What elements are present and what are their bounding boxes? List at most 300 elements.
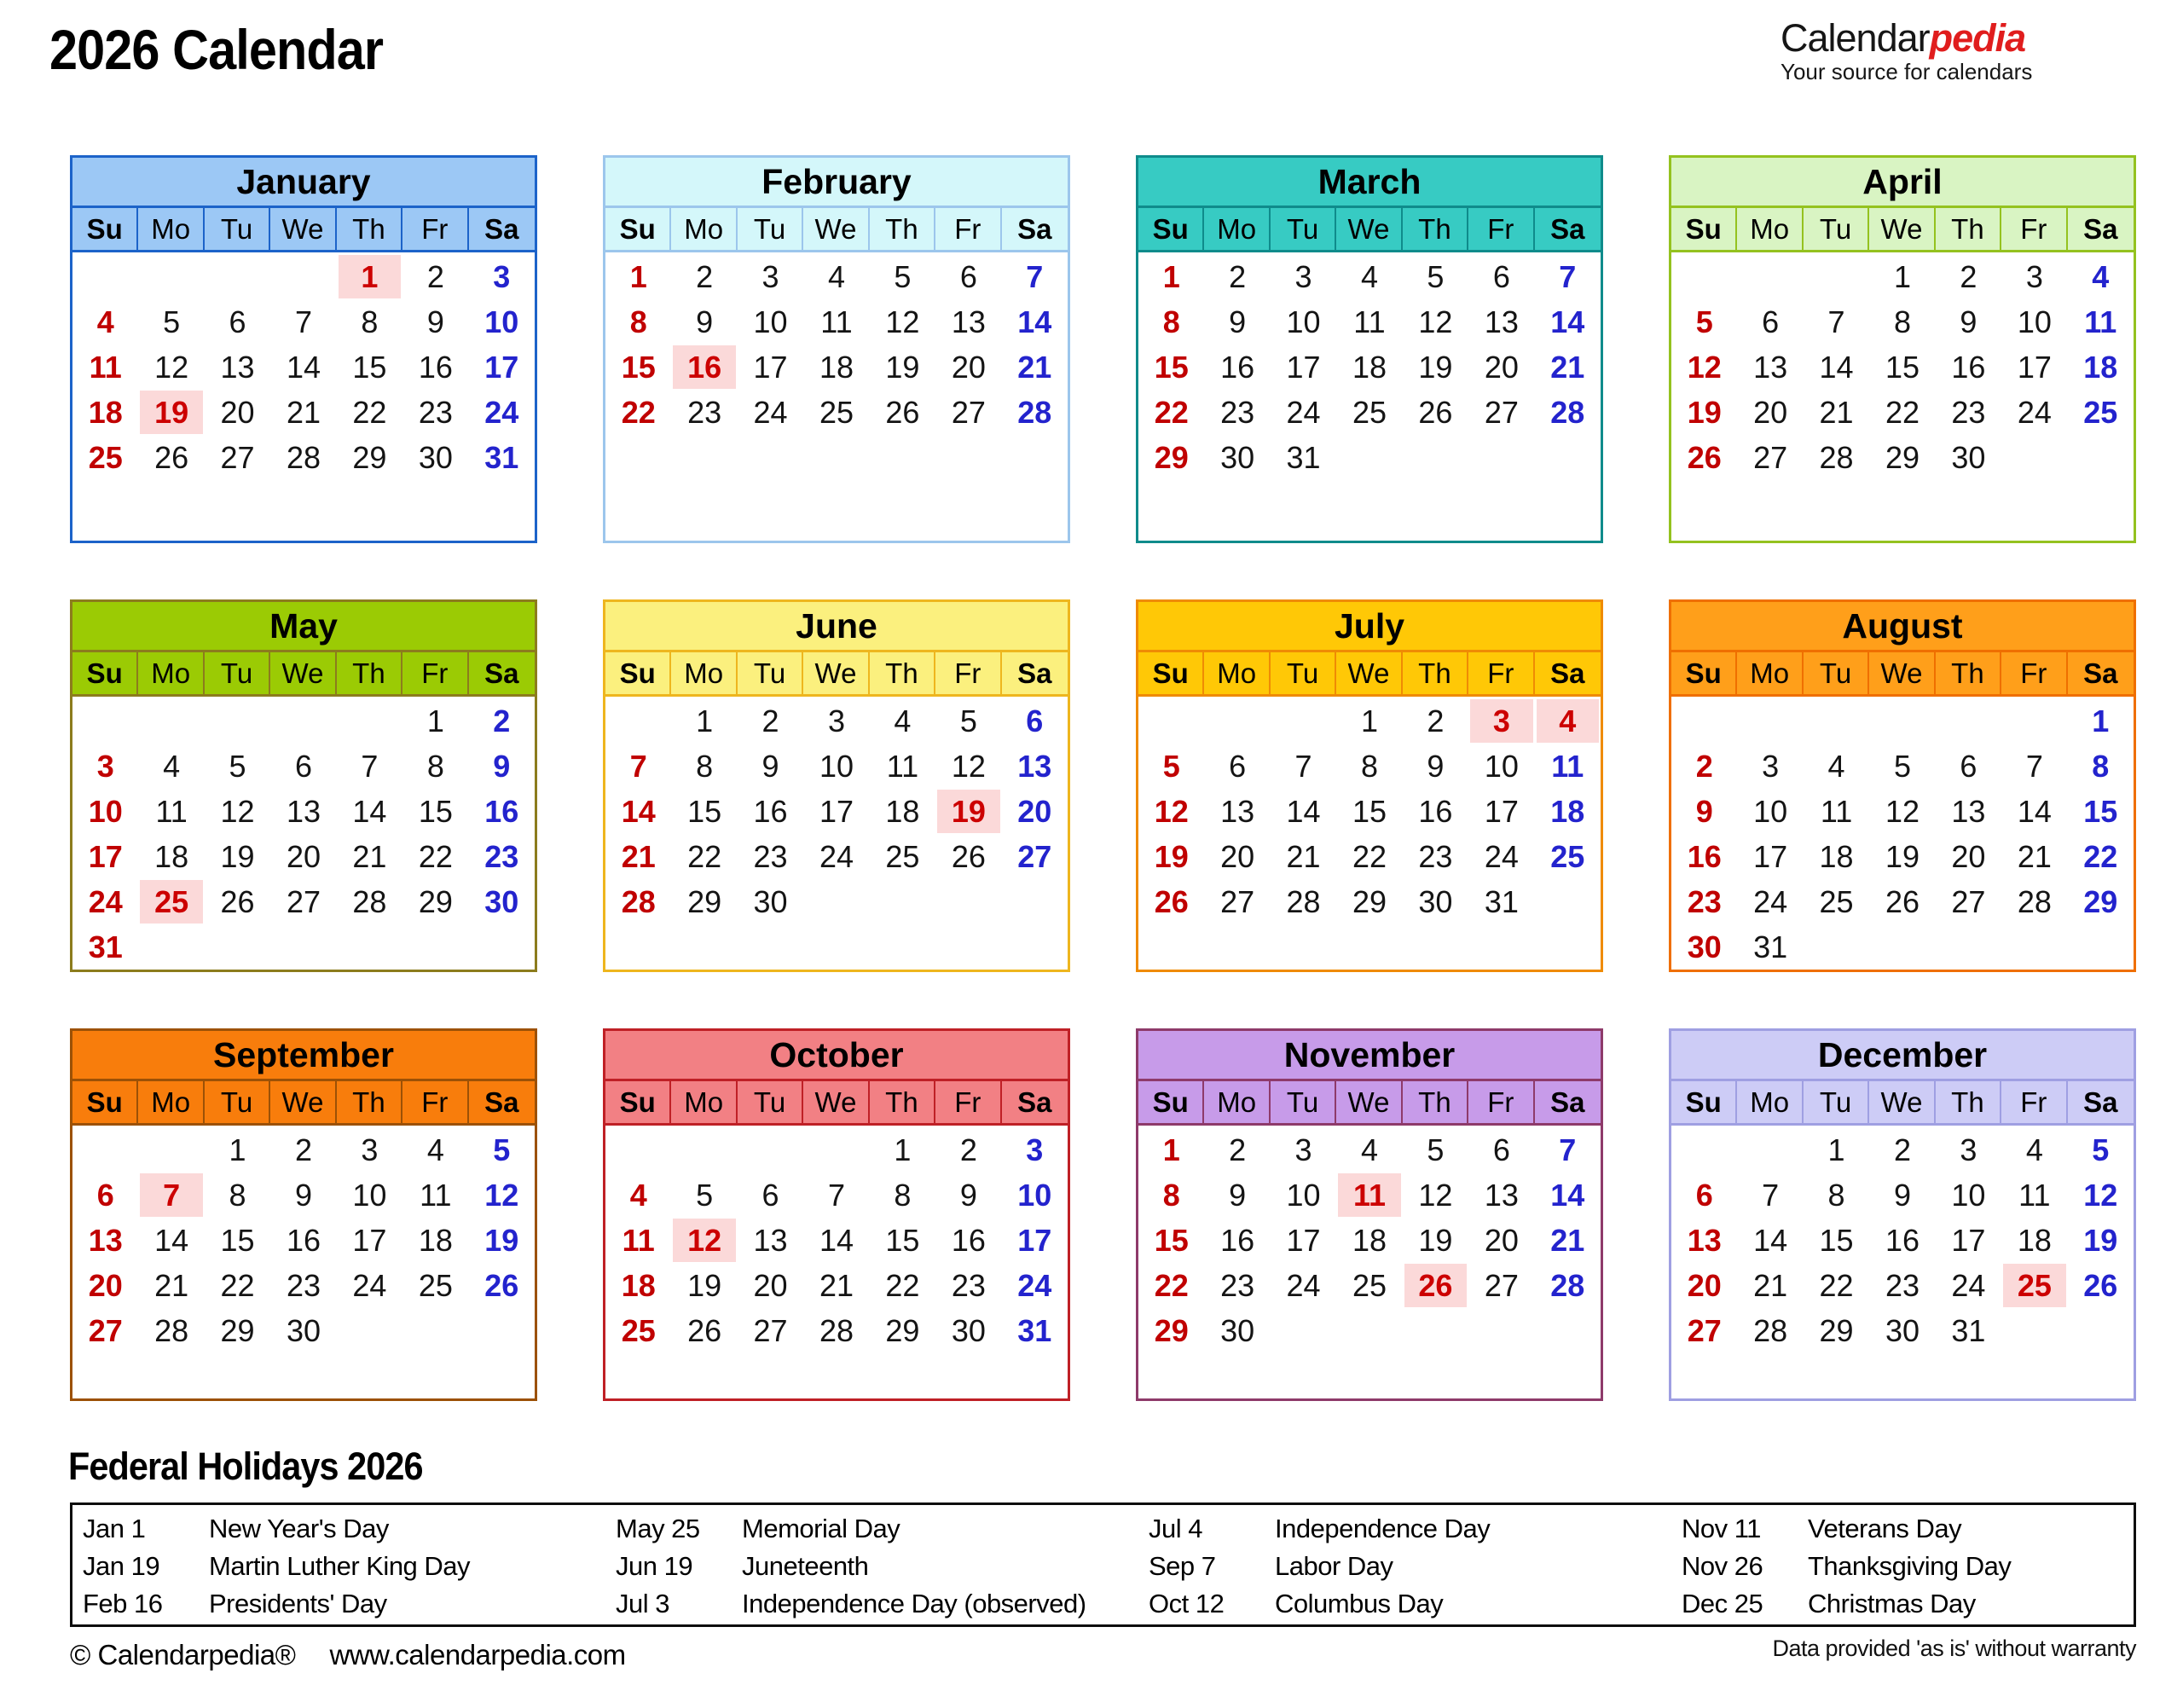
date-cell: 24 [1286, 1268, 1321, 1303]
dates-grid [1138, 1126, 1601, 1398]
date-cell: 22 [687, 839, 722, 874]
date-cell: 18 [2083, 350, 2118, 385]
date-cell: 19 [687, 1268, 722, 1303]
weekday-label: Fr [2001, 1081, 2067, 1123]
date-cell [270, 698, 336, 744]
date-cell: 25 [1819, 884, 1854, 919]
date-cell: 29 [1885, 440, 1920, 475]
date-cell [1403, 1308, 1468, 1353]
date-cell: 16 [1220, 350, 1255, 385]
date-cell: 15 [2083, 794, 2118, 829]
date-cell: 30 [1220, 1313, 1255, 1348]
date-cell: 13 [1484, 1178, 1519, 1213]
date-cell: 27 [220, 440, 255, 475]
date-cell: 20 [1484, 1223, 1519, 1258]
date-cell: 5 [229, 749, 246, 784]
date-cell: 22 [220, 1268, 255, 1303]
date-cell: 12 [1687, 350, 1722, 385]
date-cell: 13 [1017, 749, 1052, 784]
weekday-label: Mo [138, 208, 204, 250]
date-cell: 7 [1559, 1132, 1577, 1167]
date-cell: 8 [426, 749, 444, 784]
date-cell [138, 1127, 204, 1172]
date-cell [1869, 924, 1935, 970]
date-cell: 8 [696, 749, 714, 784]
date-cell: 13 [1220, 794, 1255, 829]
date-cell: 16 [1220, 1223, 1255, 1258]
date-cell: 3 [1294, 259, 1312, 294]
date-cell: 2 [1229, 1132, 1247, 1167]
dates-grid [72, 252, 535, 541]
date-cell: 4 [96, 304, 114, 339]
date-cell: 1 [1162, 1132, 1180, 1167]
weekday-label: We [1869, 208, 1935, 250]
date-cell: 16 [1687, 839, 1722, 874]
date-cell [1869, 698, 1935, 744]
date-cell: 27 [1220, 884, 1255, 919]
date-cell [2068, 1308, 2134, 1353]
date-cell: 6 [1492, 1132, 1510, 1167]
date-cell: 14 [1819, 350, 1854, 385]
weekday-label: We [1869, 652, 1935, 694]
weekday-header [72, 652, 535, 697]
holiday-entry [1149, 1548, 1682, 1585]
date-cell: 16 [286, 1223, 321, 1258]
date-cell: 8 [1827, 1178, 1845, 1213]
footer-disclaimer: Data provided 'as is' without warranty [1772, 1636, 2136, 1661]
date-cell: 6 [1695, 1178, 1713, 1213]
date-cell: 29 [885, 1313, 920, 1348]
date-cell: 23 [1687, 884, 1722, 919]
date-cell: 2 [959, 1132, 977, 1167]
date-cell: 26 [951, 839, 986, 874]
logo-wordmark[interactable] [1781, 16, 2032, 60]
holiday-date: Nov 11 [1682, 1514, 1761, 1543]
date-cell: 15 [220, 1223, 255, 1258]
date-cell: 11 [1551, 749, 1584, 784]
holiday-date: Dec 25 [1682, 1589, 1763, 1618]
date-cell: 24 [1484, 839, 1519, 874]
date-cell: 6 [1762, 304, 1780, 339]
date-cell: 12 [671, 1218, 737, 1263]
date-cell: 22 [621, 395, 656, 430]
weekday-label: Su [1138, 652, 1204, 694]
weekday-label: Mo [671, 1081, 737, 1123]
weekday-label: Tu [1271, 652, 1336, 694]
date-cell [935, 879, 1001, 924]
date-cell [1468, 1308, 1534, 1353]
date-cell: 3 [96, 749, 114, 784]
date-cell: 9 [294, 1178, 312, 1213]
date-cell: 11 [2084, 304, 2117, 339]
date-cell: 21 [352, 839, 387, 874]
date-cell: 9 [1229, 304, 1247, 339]
date-cell: 23 [286, 1268, 321, 1303]
date-cell: 20 [286, 839, 321, 874]
dates-grid [1138, 252, 1601, 541]
date-cell: 12 [220, 794, 255, 829]
date-cell: 31 [1951, 1313, 1986, 1348]
date-cell: 1 [2092, 703, 2110, 738]
date-cell [1336, 435, 1402, 480]
weekday-label: Su [1138, 208, 1204, 250]
date-cell: 26 [885, 395, 920, 430]
date-cell: 4 [1360, 259, 1378, 294]
date-cell: 5 [1427, 1132, 1445, 1167]
date-cell: 7 [827, 1178, 845, 1213]
date-cell: 3 [1762, 749, 1780, 784]
holiday-date: Oct 12 [1149, 1589, 1225, 1618]
month-october [603, 1028, 1070, 1401]
weekday-label: Mo [1737, 652, 1803, 694]
date-cell: 11 [1353, 304, 1386, 339]
holiday-date: Jun 19 [616, 1551, 693, 1581]
date-cell: 19 [1885, 839, 1920, 874]
weekday-label: Fr [402, 1081, 468, 1123]
weekday-label: Tu [1271, 1081, 1336, 1123]
weekday-label: Fr [1468, 652, 1534, 694]
holiday-date: Feb 16 [83, 1589, 163, 1618]
dates-grid [72, 697, 535, 970]
date-cell: 30 [951, 1313, 986, 1348]
date-cell [738, 1127, 803, 1172]
weekday-header [605, 208, 1068, 252]
date-cell: 4 [2092, 259, 2110, 294]
date-cell: 23 [951, 1268, 986, 1303]
weekday-label: Mo [671, 208, 737, 250]
weekday-label: Th [1403, 652, 1468, 694]
date-cell: 30 [1885, 1313, 1920, 1348]
date-cell: 10 [1017, 1178, 1052, 1213]
date-cell: 23 [753, 839, 788, 874]
holiday-name: Martin Luther King Day [209, 1551, 471, 1581]
date-cell: 26 [2083, 1268, 2118, 1303]
date-cell: 29 [352, 440, 387, 475]
dates-grid [605, 697, 1068, 970]
date-cell [469, 924, 535, 970]
date-cell: 23 [687, 395, 722, 430]
calendarpedia-logo[interactable] [1781, 16, 2033, 84]
date-cell: 16 [1418, 794, 1453, 829]
date-cell: 17 [753, 350, 788, 385]
weekday-label: Th [337, 652, 402, 694]
date-cell: 10 [2017, 304, 2052, 339]
date-cell: 3 [361, 1132, 379, 1167]
weekday-label: Th [870, 208, 935, 250]
date-cell: 7 [361, 749, 379, 784]
holiday-name: Juneteenth [742, 1551, 869, 1581]
date-cell: 19 [1418, 350, 1453, 385]
date-cell [671, 1127, 737, 1172]
weekday-label: Fr [1468, 208, 1534, 250]
date-cell [1737, 1127, 1803, 1172]
holiday-date: May 25 [616, 1514, 700, 1543]
holiday-name: New Year's Day [209, 1514, 389, 1543]
date-cell: 21 [154, 1268, 189, 1303]
date-cell: 15 [885, 1223, 920, 1258]
weekday-label: Sa [2083, 1086, 2118, 1118]
date-cell: 8 [361, 304, 379, 339]
date-cell: 11 [420, 1178, 452, 1213]
date-cell: 12 [951, 749, 986, 784]
dates-grid [1138, 697, 1601, 970]
weekday-label: Th [870, 1081, 935, 1123]
date-cell: 16 [1885, 1223, 1920, 1258]
calendar-grid [70, 155, 2136, 1401]
date-cell [337, 1308, 402, 1353]
date-cell [138, 924, 204, 970]
date-cell: 9 [426, 304, 444, 339]
date-cell: 13 [88, 1223, 123, 1258]
date-cell: 24 [1286, 395, 1321, 430]
date-cell: 30 [753, 884, 788, 919]
date-cell [870, 879, 935, 924]
date-cell [1936, 924, 2001, 970]
date-cell: 20 [951, 350, 986, 385]
date-cell: 25 [885, 839, 920, 874]
date-cell: 12 [154, 350, 189, 385]
weekday-label: Sa [1550, 213, 1585, 245]
date-cell: 8 [1893, 304, 1911, 339]
date-cell: 15 [1352, 794, 1387, 829]
date-cell: 25 [1352, 395, 1387, 430]
date-cell [803, 1127, 869, 1172]
month-title: December [1671, 1031, 2134, 1081]
date-cell: 22 [1352, 839, 1387, 874]
date-cell [72, 254, 138, 299]
date-cell: 5 [163, 304, 181, 339]
weekday-label: Su [605, 208, 671, 250]
date-cell: 15 [1819, 1223, 1854, 1258]
date-cell: 12 [1885, 794, 1920, 829]
logo-text-red: pedia [1929, 16, 2026, 60]
date-cell: 4 [1827, 749, 1845, 784]
date-cell: 21 [621, 839, 656, 874]
date-cell: 15 [1154, 1223, 1189, 1258]
holiday-name: Independence Day [1275, 1514, 1491, 1543]
date-cell: 28 [352, 884, 387, 919]
date-cell [1271, 698, 1336, 744]
date-cell: 16 [671, 344, 737, 390]
date-cell: 28 [154, 1313, 189, 1348]
date-cell: 17 [88, 839, 123, 874]
weekday-label: Sa [2083, 657, 2118, 689]
date-cell: 24 [484, 395, 519, 430]
holiday-name: Thanksgiving Day [1808, 1551, 2012, 1581]
month-title: May [72, 602, 535, 652]
weekday-header [1671, 208, 2134, 252]
holiday-entry [83, 1585, 616, 1623]
date-cell: 22 [1154, 395, 1189, 430]
date-cell [1002, 879, 1068, 924]
date-cell: 11 [622, 1223, 655, 1258]
date-cell: 29 [1352, 884, 1387, 919]
date-cell: 22 [1885, 395, 1920, 430]
date-cell: 3 [1960, 1132, 1977, 1167]
date-cell: 7 [629, 749, 647, 784]
date-cell: 1 [229, 1132, 246, 1167]
website-link[interactable]: www.calendarpedia.com [329, 1639, 626, 1670]
date-cell: 24 [1753, 884, 1788, 919]
date-cell: 13 [951, 304, 986, 339]
date-cell: 6 [96, 1178, 114, 1213]
date-cell: 2 [426, 259, 444, 294]
date-cell: 20 [753, 1268, 788, 1303]
date-cell [402, 924, 468, 970]
date-cell: 27 [1951, 884, 1986, 919]
date-cell: 9 [1229, 1178, 1247, 1213]
date-cell [1671, 254, 1737, 299]
date-cell: 21 [819, 1268, 854, 1303]
date-cell: 1 [894, 1132, 912, 1167]
weekday-label: Tu [1804, 208, 1869, 250]
date-cell: 30 [1687, 929, 1722, 964]
date-cell: 27 [753, 1313, 788, 1348]
date-cell: 26 [687, 1313, 722, 1348]
date-cell: 25 [138, 879, 204, 924]
date-cell: 23 [1885, 1268, 1920, 1303]
date-cell: 11 [89, 350, 122, 385]
date-cell: 27 [1484, 395, 1519, 430]
date-cell: 16 [753, 794, 788, 829]
date-cell: 10 [1484, 749, 1519, 784]
date-cell: 7 [1762, 1178, 1780, 1213]
date-cell: 28 [819, 1313, 854, 1348]
date-cell: 9 [959, 1178, 977, 1213]
date-cell: 27 [286, 884, 321, 919]
weekday-label: Tu [1804, 1081, 1869, 1123]
copyright-text: © Calendarpedia® [70, 1639, 296, 1670]
month-title: October [605, 1031, 1068, 1081]
date-cell: 1 [1827, 1132, 1845, 1167]
date-cell [1204, 698, 1270, 744]
date-cell [205, 924, 270, 970]
date-cell [270, 924, 336, 970]
date-cell: 12 [1418, 1178, 1453, 1213]
date-cell: 15 [352, 350, 387, 385]
date-cell: 27 [1753, 440, 1788, 475]
holiday-column [616, 1510, 1149, 1624]
weekday-label: Sa [1017, 213, 1052, 245]
weekday-label: Su [605, 652, 671, 694]
date-cell: 18 [621, 1268, 656, 1303]
date-cell: 2 [696, 259, 714, 294]
date-cell: 31 [1286, 440, 1321, 475]
weekday-label: Sa [2083, 213, 2118, 245]
date-cell [1271, 1308, 1336, 1353]
weekday-label: We [270, 1081, 336, 1123]
date-cell: 24 [753, 395, 788, 430]
date-cell: 18 [2017, 1223, 2052, 1258]
date-cell: 4 [894, 703, 912, 738]
weekday-label: Fr [2001, 652, 2067, 694]
weekday-header [605, 652, 1068, 697]
date-cell [1671, 698, 1737, 744]
date-cell: 29 [220, 1313, 255, 1348]
weekday-label: Fr [402, 208, 468, 250]
date-cell: 10 [1951, 1178, 1986, 1213]
date-cell: 19 [935, 789, 1001, 834]
month-september [70, 1028, 537, 1401]
weekday-label: Tu [205, 208, 270, 250]
weekday-label: Fr [1468, 1081, 1534, 1123]
date-cell: 31 [484, 440, 519, 475]
date-cell: 29 [687, 884, 722, 919]
date-cell: 12 [484, 1178, 519, 1213]
date-cell: 13 [1484, 304, 1519, 339]
date-cell: 6 [1229, 749, 1247, 784]
date-cell: 12 [885, 304, 920, 339]
dates-grid [1671, 1126, 2134, 1398]
weekday-label: Th [1403, 208, 1468, 250]
logo-text-black: Calendar [1781, 16, 1930, 60]
weekday-header [72, 1081, 535, 1126]
date-cell: 14 [1286, 794, 1321, 829]
date-cell: 4 [827, 259, 845, 294]
month-august [1669, 599, 2136, 972]
date-cell: 2 [294, 1132, 312, 1167]
date-cell: 22 [352, 395, 387, 430]
date-cell: 25 [1550, 839, 1585, 874]
date-cell [2001, 1308, 2067, 1353]
month-title: April [1671, 158, 2134, 208]
date-cell: 15 [1154, 350, 1189, 385]
date-cell: 23 [484, 839, 519, 874]
date-cell [2001, 698, 2067, 744]
date-cell: 28 [1753, 1313, 1788, 1348]
date-cell: 19 [1154, 839, 1189, 874]
date-cell: 25 [2001, 1263, 2067, 1308]
date-cell: 5 [894, 259, 912, 294]
date-cell: 8 [1162, 304, 1180, 339]
date-cell: 26 [1687, 440, 1722, 475]
date-cell: 10 [484, 304, 519, 339]
holiday-entry [616, 1548, 1149, 1585]
weekday-header [1138, 652, 1601, 697]
weekday-label: We [270, 208, 336, 250]
weekday-label: Sa [1550, 1086, 1585, 1118]
date-cell: 26 [1418, 395, 1453, 430]
date-cell: 7 [1294, 749, 1312, 784]
date-cell: 14 [1550, 1178, 1585, 1213]
date-cell [1535, 435, 1601, 480]
date-cell: 17 [1017, 1223, 1052, 1258]
date-cell: 2 [1960, 259, 1977, 294]
month-title: March [1138, 158, 1601, 208]
date-cell: 28 [1819, 440, 1854, 475]
date-cell [337, 924, 402, 970]
weekday-label: Th [1403, 1081, 1468, 1123]
date-cell: 18 [1352, 350, 1387, 385]
weekday-label: We [1336, 208, 1402, 250]
date-cell: 30 [1418, 884, 1453, 919]
weekday-header [605, 1081, 1068, 1126]
date-cell: 18 [1550, 794, 1585, 829]
date-cell: 29 [2083, 884, 2118, 919]
month-july [1136, 599, 1603, 972]
month-title: September [72, 1031, 535, 1081]
weekday-label: We [1336, 652, 1402, 694]
date-cell: 13 [753, 1223, 788, 1258]
date-cell: 14 [352, 794, 387, 829]
weekday-label: Th [337, 208, 402, 250]
date-cell: 22 [1819, 1268, 1854, 1303]
date-cell: 7 [138, 1172, 204, 1218]
date-cell: 1 [1360, 703, 1378, 738]
date-cell: 27 [1687, 1313, 1722, 1348]
weekday-label: Th [870, 652, 935, 694]
date-cell: 3 [761, 259, 779, 294]
